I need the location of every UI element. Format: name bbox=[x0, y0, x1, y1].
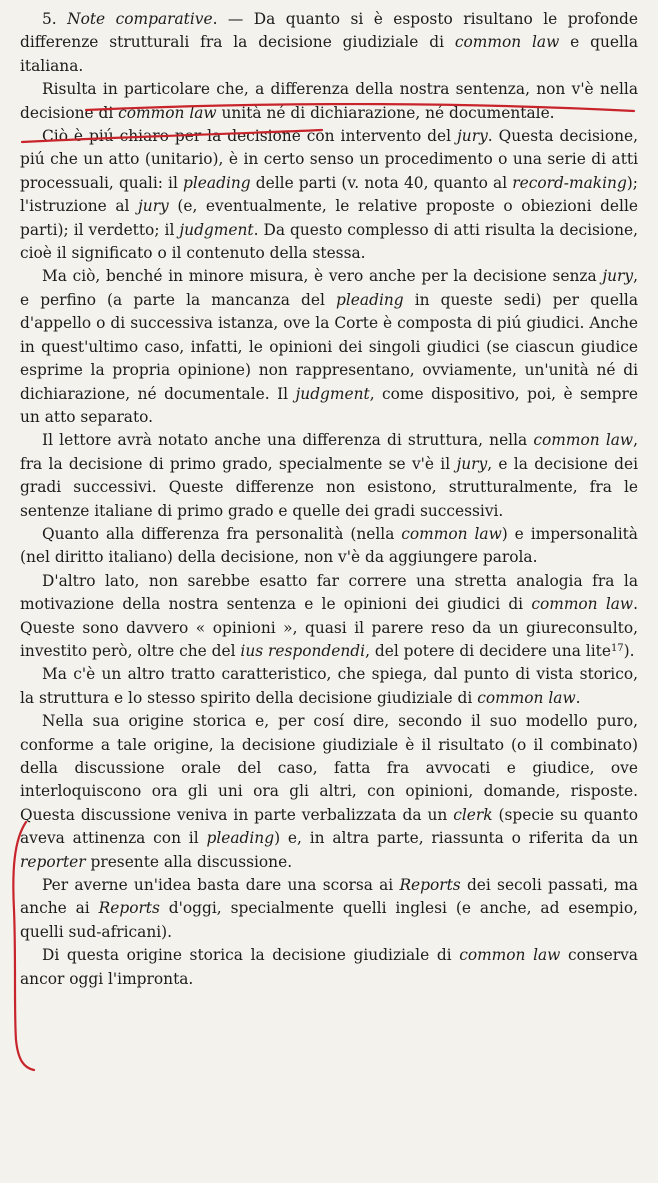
text-run: . — Da quanto si è esposto risultano le profonde differenze strutturali fra la decisione giudiziale di bbox=[20, 10, 639, 52]
document-page bbox=[20, 8, 638, 991]
text-run: e quella italiana. bbox=[20, 33, 638, 75]
italic-term: common law bbox=[459, 946, 561, 965]
text-run: d'oggi, specialmente quelli inglesi (e anche, ad esempio, quelli sud-africani). bbox=[20, 899, 638, 941]
paragraph-analogia bbox=[20, 570, 638, 664]
paragraph-reports bbox=[20, 874, 638, 944]
text-run: Ciò è piú chiaro per la decisione con intervento del bbox=[42, 127, 458, 146]
text-run: , fra la decisione di primo grado, specialmente se v'è il bbox=[20, 431, 638, 473]
italic-term: common law bbox=[118, 103, 217, 122]
italic-term: Reports bbox=[399, 876, 461, 895]
text-run: ) e impersonalità (nel diritto italiano) della decisione, non v'è da aggiungere parola. bbox=[20, 524, 638, 567]
text-run: Il lettore avrà notato anche una differenza di struttura, nella bbox=[42, 431, 534, 450]
text-run: . bbox=[575, 688, 581, 707]
italic-term: pleading bbox=[183, 173, 251, 192]
italic-term: common law bbox=[401, 524, 502, 543]
italic-term: common law bbox=[533, 431, 634, 450]
paragraph-risulta bbox=[20, 78, 638, 125]
text-run: , come dispositivo, poi, è sempre un atto separato. bbox=[20, 384, 638, 426]
italic-term: judgment bbox=[295, 384, 370, 403]
text-run: dei secoli passati, ma anche ai bbox=[20, 876, 638, 918]
paragraph-section-5-heading bbox=[20, 8, 638, 78]
paragraph-personalita bbox=[20, 523, 638, 570]
text-run: 5. bbox=[42, 10, 68, 28]
paragraph-differenza-struttura bbox=[20, 429, 638, 523]
text-run: , e la decisione dei gradi successivi. Queste differenze non esistono, strutturalmente, fra le sentenze italiane di primo grado e quelle dei gradi successivi. bbox=[20, 454, 638, 520]
paragraph-origine-storica bbox=[20, 710, 638, 874]
paragraph-impronta bbox=[20, 944, 638, 991]
footnote-ref[interactable]: 17 bbox=[610, 642, 624, 654]
text-run: ). bbox=[623, 641, 635, 660]
paragraph-senza-jury bbox=[20, 265, 638, 429]
text-run: Di questa origine storica la decisione giudiziale di bbox=[42, 946, 460, 965]
italic-term: reporter bbox=[20, 852, 86, 871]
paragraph-jury-decision bbox=[20, 125, 638, 265]
italic-term: Reports bbox=[98, 899, 160, 918]
text-run: Per averne un'idea basta dare una scorsa ai bbox=[42, 876, 400, 895]
text-run: unità né di dichiarazione, né documentale. bbox=[216, 103, 555, 122]
text-run: Ma ciò, benché in minore misura, è vero anche per la decisione senza bbox=[42, 267, 603, 286]
text-run: (e, eventualmente, le relative proposte o obiezioni delle parti); il verdetto; il bbox=[20, 197, 638, 239]
text-run: . Questa decisione, piú che un atto (unitario), è in certo senso un procedimento o una serie di atti processuali, quali: il bbox=[20, 127, 639, 192]
italic-term: common law bbox=[454, 33, 560, 52]
italic-term: jury bbox=[457, 127, 488, 146]
text-run: ) e, in altra parte, riassunta o riferita da un bbox=[274, 829, 638, 848]
italic-term: pleading bbox=[206, 829, 275, 848]
text-run: delle parti (v. nota 40, quanto al bbox=[250, 173, 513, 192]
paragraph-tratto-caratteristico bbox=[20, 663, 638, 710]
text-run: D'altro lato, non sarebbe esatto far correre una stretta analogia fra la motivazione della nostra sentenza e le opinioni dei giudici di bbox=[20, 571, 638, 614]
italic-term: clerk bbox=[453, 805, 493, 824]
italic-term: record-making bbox=[512, 173, 627, 192]
text-run: in queste sedi) per quella d'appello o di successiva istanza, ove la Corte è composta di piú giudici. Anche in quest'ultimo caso, infatti, le opinioni dei singoli giudici (se ciascun giudice esprime la propria opinione) non rappresentano, ovviamente, un'unità né di dichiarazione, né documentale. Il bbox=[20, 290, 638, 403]
italic-term: jury bbox=[138, 197, 169, 216]
text-run: ); l'istruzione al bbox=[20, 173, 638, 216]
text-run: , e perfino (a parte la mancanza del bbox=[20, 267, 638, 309]
text-run: presente alla discussione. bbox=[85, 852, 293, 871]
italic-term: common law bbox=[477, 688, 576, 707]
italic-term: judgment bbox=[179, 220, 254, 239]
text-run: conserva ancor oggi l'impronta. bbox=[20, 946, 638, 988]
text-run: Ma c'è un altro tratto caratteristico, che spiega, dal punto di vista storico, la struttura e lo stesso spirito della decisione giudiziale di bbox=[20, 665, 638, 707]
text-run: Quanto alla differenza fra personalità (nella bbox=[42, 524, 402, 543]
text-run: , del potere di decidere una lite bbox=[365, 641, 611, 660]
italic-term: jury bbox=[456, 454, 488, 473]
text-run: Risulta in particolare che, a differenza della nostra sentenza, non v'è nella decisione di bbox=[20, 80, 638, 122]
italic-term: Note comparative bbox=[67, 10, 213, 28]
italic-term: jury bbox=[602, 267, 634, 286]
text-run: Nella sua origine storica e, per cosí dire, secondo il suo modello puro, conforme a tale origine, la decisione giudiziale è il risultato (o il combinato) della discussione orale del caso, fatta fra avvocati e giudice, ove interloquiscono ora gli uni ora gli altri, con opinioni, domande, risposte. Questa discussione veniva in parte verbalizzata da un bbox=[20, 712, 638, 824]
text-run: (specie su quanto aveva attinenza con il bbox=[20, 805, 639, 848]
text-run: . Da questo complesso di atti risulta la decisione, cioè il significato o il contenuto della stessa. bbox=[20, 220, 638, 263]
italic-term: pleading bbox=[336, 290, 404, 309]
italic-term: common law bbox=[531, 595, 634, 614]
text-run: . Queste sono davvero « opinioni », quasi il parere reso da un giureconsulto, investito però, oltre che del bbox=[20, 595, 638, 660]
italic-term: ius respondendi bbox=[240, 641, 366, 660]
